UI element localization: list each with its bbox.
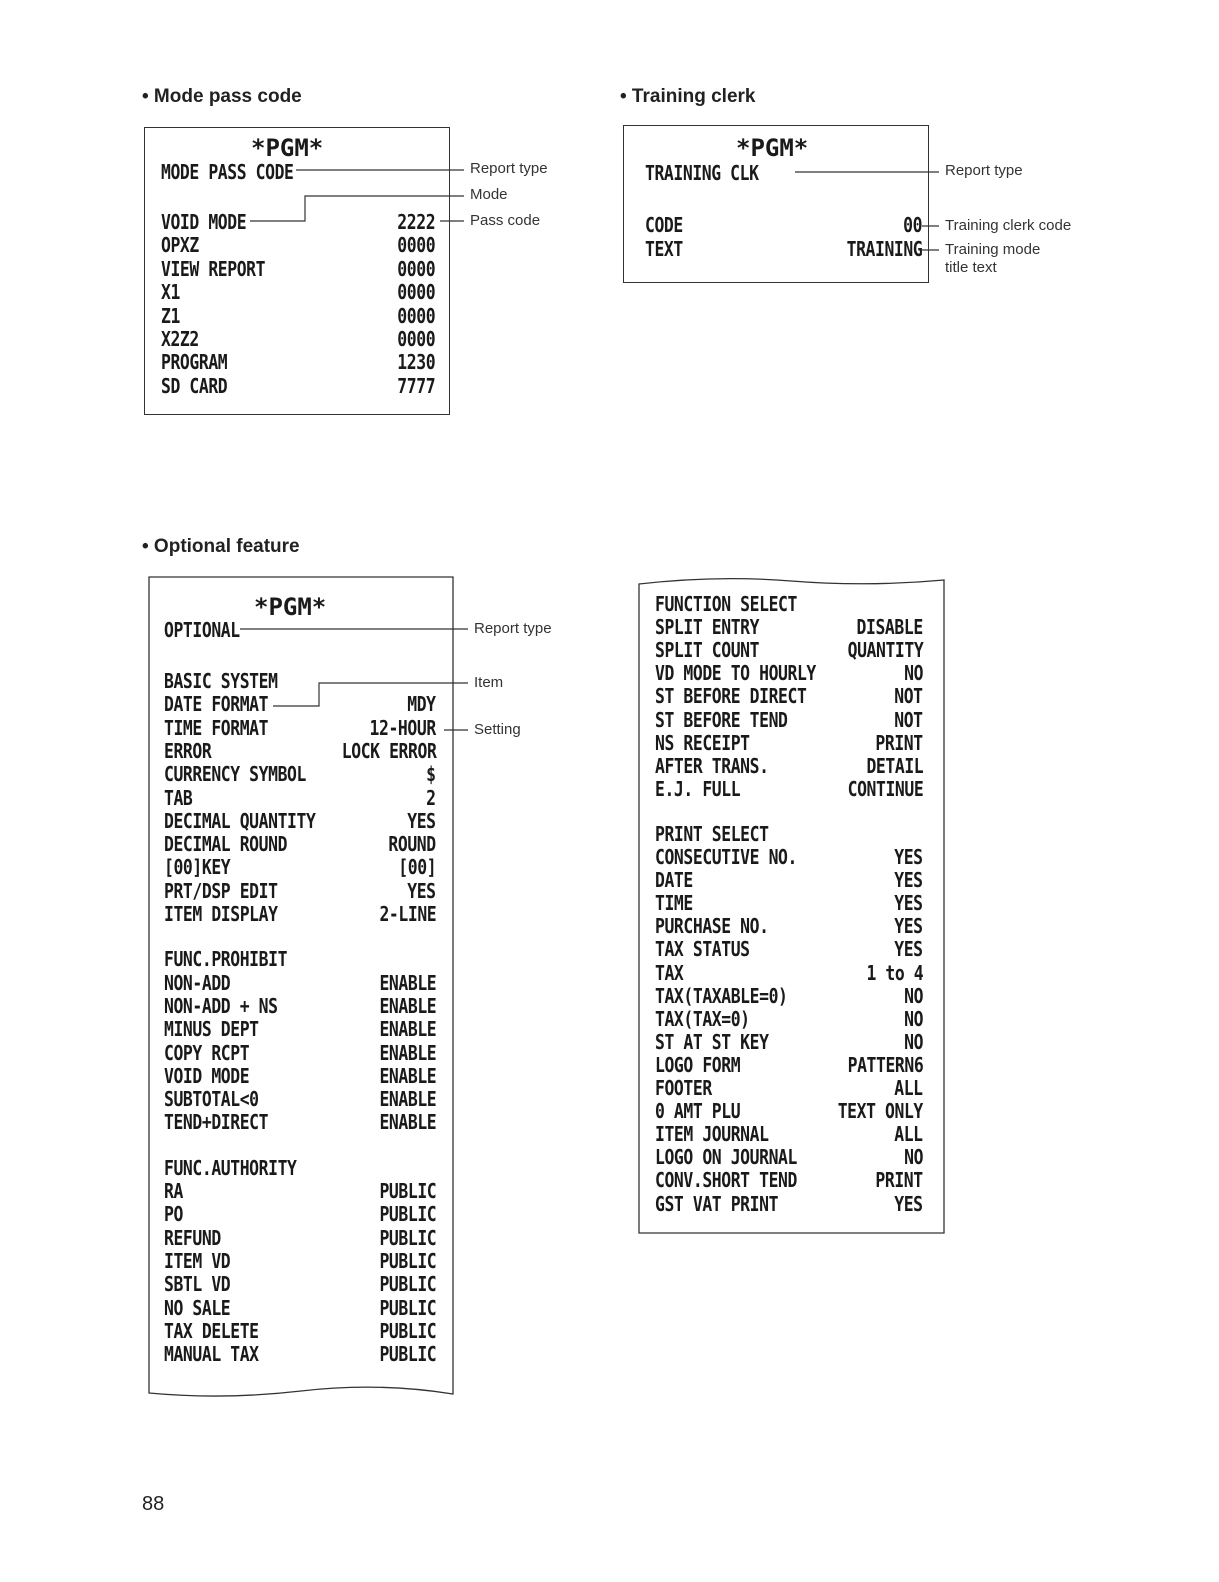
setting-row bbox=[164, 1179, 436, 1202]
row-value: ENABLE bbox=[379, 1063, 436, 1088]
row-label: DATE bbox=[655, 868, 693, 893]
row-label: [00]KEY bbox=[164, 855, 231, 880]
row-value: 7777 bbox=[397, 373, 435, 398]
setting-row bbox=[655, 615, 923, 638]
section-title bbox=[164, 669, 436, 692]
setting-row bbox=[655, 661, 923, 684]
setting-row bbox=[655, 1168, 923, 1191]
row-label: DECIMAL ROUND bbox=[164, 832, 288, 857]
section-title bbox=[655, 822, 923, 845]
row-value: YES bbox=[894, 868, 923, 893]
setting-row bbox=[164, 1296, 436, 1319]
pass-code-row bbox=[161, 327, 435, 350]
callout-report-type: Report type bbox=[474, 620, 552, 637]
row-value: ENABLE bbox=[379, 1087, 436, 1112]
setting-row bbox=[655, 984, 923, 1007]
setting-row bbox=[655, 1007, 923, 1030]
row-label: X1 bbox=[161, 280, 180, 305]
setting-row bbox=[655, 868, 923, 891]
callout-title-text-line2: title text bbox=[945, 259, 997, 276]
setting-row bbox=[164, 692, 436, 715]
setting-row bbox=[164, 716, 436, 739]
pgm-title: *PGM* bbox=[254, 593, 327, 621]
pass-code-row bbox=[161, 350, 435, 373]
row-value: 1 to 4 bbox=[866, 960, 923, 985]
setting-row bbox=[655, 1030, 923, 1053]
pass-code-row bbox=[161, 280, 435, 303]
row-label: ST BEFORE TEND bbox=[655, 707, 788, 732]
row-label: PROGRAM bbox=[161, 350, 228, 375]
callout-pass-code: Pass code bbox=[470, 212, 541, 229]
row-label: OPTIONAL bbox=[164, 618, 240, 642]
row-label: TEXT bbox=[645, 237, 683, 261]
row-label: 0 AMT PLU bbox=[655, 1099, 741, 1124]
row-value: 12-HOUR bbox=[369, 715, 436, 740]
row-value: PUBLIC bbox=[379, 1272, 436, 1297]
setting-row bbox=[655, 731, 923, 754]
row-value: PUBLIC bbox=[379, 1318, 436, 1343]
row-value: NO bbox=[904, 1006, 923, 1031]
setting-row bbox=[655, 937, 923, 960]
row-label: REFUND bbox=[164, 1225, 221, 1250]
pass-code-row bbox=[161, 233, 435, 256]
row-value: 0000 bbox=[397, 280, 435, 305]
row-value: ROUND bbox=[388, 832, 436, 857]
row-label: CONSECUTIVE NO. bbox=[655, 845, 797, 869]
setting-row bbox=[164, 1226, 436, 1249]
row-value: YES bbox=[894, 845, 923, 869]
row-label: DECIMAL QUANTITY bbox=[164, 808, 316, 833]
row-value: ALL bbox=[894, 1076, 923, 1100]
row-label: TEND+DIRECT bbox=[164, 1110, 269, 1135]
mode-pass-receipt bbox=[144, 127, 450, 415]
pass-code-row bbox=[161, 210, 435, 233]
row-label: ITEM JOURNAL bbox=[655, 1122, 769, 1147]
page-number: 88 bbox=[142, 1493, 165, 1515]
row-value: DETAIL bbox=[866, 753, 923, 778]
row-value: ENABLE bbox=[379, 1017, 436, 1042]
row-value: ENABLE bbox=[379, 993, 436, 1018]
pass-code-row bbox=[161, 304, 435, 327]
setting-row bbox=[655, 684, 923, 707]
row-value: 00 bbox=[903, 213, 922, 237]
row-value: 2 bbox=[426, 785, 436, 810]
setting-row bbox=[164, 1272, 436, 1295]
setting-row bbox=[164, 1202, 436, 1225]
row-value: QUANTITY bbox=[847, 638, 923, 663]
row-value: PUBLIC bbox=[379, 1225, 436, 1250]
row-label: OPXZ bbox=[161, 233, 199, 258]
setting-row bbox=[164, 1319, 436, 1342]
row-label: TRAINING CLK bbox=[645, 161, 759, 185]
row-label: PRINT SELECT bbox=[655, 821, 769, 846]
row-value: YES bbox=[894, 891, 923, 916]
optional-receipt bbox=[148, 576, 454, 1400]
row-value: ENABLE bbox=[379, 1040, 436, 1065]
row-label: ITEM VD bbox=[164, 1248, 231, 1273]
row-label: NON-ADD bbox=[164, 970, 231, 995]
row-label: MODE PASS CODE bbox=[161, 160, 294, 184]
row-label: BASIC SYSTEM bbox=[164, 669, 278, 693]
row-value: PRINT bbox=[875, 730, 923, 755]
row-label: PO bbox=[164, 1202, 183, 1227]
pass-code-row bbox=[161, 374, 435, 397]
setting-row bbox=[655, 1076, 923, 1099]
pass-code-row bbox=[161, 257, 435, 280]
row-label: VOID MODE bbox=[164, 1063, 250, 1088]
row-value: 0000 bbox=[397, 233, 435, 258]
row-label: SD CARD bbox=[161, 373, 228, 398]
row-value: PUBLIC bbox=[379, 1342, 436, 1367]
row-value: PUBLIC bbox=[379, 1248, 436, 1273]
row-label: X2Z2 bbox=[161, 327, 199, 351]
setting-row bbox=[164, 786, 436, 809]
row-label: CURRENCY SYMBOL bbox=[164, 762, 306, 787]
report-type-line bbox=[164, 618, 436, 641]
callout-title-text bbox=[945, 241, 1040, 277]
row-label: PRT/DSP EDIT bbox=[164, 878, 278, 903]
section-title bbox=[655, 592, 923, 615]
setting-row bbox=[655, 914, 923, 937]
setting-row bbox=[164, 1249, 436, 1272]
setting-row bbox=[164, 1017, 436, 1040]
pgm-title: *PGM* bbox=[736, 134, 809, 162]
row-label: VIEW REPORT bbox=[161, 256, 266, 281]
row-label: TIME FORMAT bbox=[164, 715, 269, 740]
row-value: ENABLE bbox=[379, 970, 436, 995]
setting-row bbox=[655, 845, 923, 868]
row-label: Z1 bbox=[161, 303, 180, 328]
setting-row bbox=[164, 1041, 436, 1064]
setting-row bbox=[164, 994, 436, 1017]
callout-clerk-code: Training clerk code bbox=[945, 217, 1072, 234]
callout-setting: Setting bbox=[474, 721, 521, 738]
row-label: ST BEFORE DIRECT bbox=[655, 684, 807, 709]
training-heading: • Training clerk bbox=[620, 86, 756, 107]
row-label: RA bbox=[164, 1179, 183, 1203]
row-label: FUNC.PROHIBIT bbox=[164, 947, 288, 972]
row-value: YES bbox=[894, 914, 923, 939]
row-value: NOT bbox=[894, 707, 923, 732]
row-label: TAX(TAX=0) bbox=[655, 1006, 750, 1031]
row-value: PUBLIC bbox=[379, 1179, 436, 1203]
setting-row bbox=[655, 638, 923, 661]
row-label: GST VAT PRINT bbox=[655, 1191, 779, 1216]
pgm-title: *PGM* bbox=[251, 134, 324, 162]
row-value: YES bbox=[894, 1191, 923, 1216]
setting-row bbox=[655, 961, 923, 984]
setting-row bbox=[164, 902, 436, 925]
row-label: COPY RCPT bbox=[164, 1040, 250, 1065]
row-value: 2-LINE bbox=[379, 902, 436, 926]
training-row bbox=[645, 237, 922, 260]
row-value: $ bbox=[426, 762, 436, 787]
row-value: 2222 bbox=[397, 210, 435, 234]
row-label: FUNC.AUTHORITY bbox=[164, 1155, 297, 1180]
row-label: SBTL VD bbox=[164, 1272, 231, 1297]
row-label: MANUAL TAX bbox=[164, 1342, 259, 1367]
callout-item: Item bbox=[474, 674, 504, 691]
row-value: 0000 bbox=[397, 256, 435, 281]
row-label: ITEM DISPLAY bbox=[164, 902, 278, 926]
row-label: SUBTOTAL<0 bbox=[164, 1087, 259, 1112]
callout-report-type: Report type bbox=[945, 162, 1023, 179]
row-value: YES bbox=[407, 878, 436, 903]
row-label: PURCHASE NO. bbox=[655, 914, 769, 939]
training-receipt bbox=[623, 125, 929, 283]
row-label: AFTER TRANS. bbox=[655, 753, 769, 778]
setting-row bbox=[164, 1342, 436, 1365]
row-value: ENABLE bbox=[379, 1110, 436, 1135]
row-value: NO bbox=[904, 1029, 923, 1054]
callout-report-type: Report type bbox=[470, 160, 548, 177]
row-value: [00] bbox=[398, 855, 436, 880]
setting-row bbox=[655, 1099, 923, 1122]
setting-row bbox=[164, 879, 436, 902]
section-title bbox=[164, 947, 436, 970]
row-value: DISABLE bbox=[856, 615, 923, 640]
setting-row bbox=[164, 739, 436, 762]
row-value: TRAINING bbox=[846, 237, 922, 261]
callout-title-text-line1: Training mode bbox=[945, 241, 1041, 258]
row-label: TAX bbox=[655, 960, 684, 985]
row-value: MDY bbox=[407, 692, 436, 717]
setting-row bbox=[655, 754, 923, 777]
setting-row bbox=[655, 891, 923, 914]
row-value: NO bbox=[904, 661, 923, 686]
setting-row bbox=[655, 1053, 923, 1076]
row-label: MINUS DEPT bbox=[164, 1017, 259, 1042]
setting-row bbox=[164, 971, 436, 994]
row-label: VD MODE TO HOURLY bbox=[655, 661, 816, 686]
callout-mode: Mode bbox=[470, 186, 508, 203]
optional-heading: • Optional feature bbox=[142, 536, 300, 557]
continued-receipt bbox=[638, 577, 945, 1234]
row-value: PATTERN6 bbox=[847, 1052, 923, 1077]
row-value: PUBLIC bbox=[379, 1202, 436, 1227]
setting-row bbox=[655, 777, 923, 800]
row-value: TEXT ONLY bbox=[837, 1099, 923, 1124]
setting-row bbox=[164, 1064, 436, 1087]
row-value: ALL bbox=[894, 1122, 923, 1147]
section-title bbox=[164, 1156, 436, 1179]
row-label: NS RECEIPT bbox=[655, 730, 750, 755]
row-label: TAX DELETE bbox=[164, 1318, 259, 1343]
row-value: NO bbox=[904, 983, 923, 1008]
row-label: TAX STATUS bbox=[655, 937, 750, 962]
row-value: YES bbox=[894, 937, 923, 962]
setting-row bbox=[164, 832, 436, 855]
report-type-line bbox=[645, 161, 922, 184]
row-value: 0000 bbox=[397, 327, 435, 351]
row-label: SPLIT ENTRY bbox=[655, 615, 760, 640]
row-label: TAX(TAXABLE=0) bbox=[655, 983, 788, 1008]
row-label: NO SALE bbox=[164, 1295, 231, 1320]
setting-row bbox=[164, 1087, 436, 1110]
mode-pass-heading: • Mode pass code bbox=[142, 86, 302, 107]
row-label: NON-ADD + NS bbox=[164, 993, 278, 1018]
row-label: ST AT ST KEY bbox=[655, 1029, 769, 1054]
row-value: 1230 bbox=[397, 350, 435, 375]
row-label: FOOTER bbox=[655, 1076, 712, 1100]
setting-row bbox=[164, 762, 436, 785]
row-label: SPLIT COUNT bbox=[655, 638, 760, 663]
row-label: CODE bbox=[645, 213, 683, 237]
row-label: E.J. FULL bbox=[655, 776, 741, 801]
row-value: PUBLIC bbox=[379, 1295, 436, 1320]
row-label: VOID MODE bbox=[161, 210, 247, 234]
setting-row bbox=[655, 708, 923, 731]
row-label: TAB bbox=[164, 785, 193, 810]
setting-row bbox=[655, 1122, 923, 1145]
training-row bbox=[645, 213, 922, 236]
row-value: YES bbox=[407, 808, 436, 833]
row-label: TIME bbox=[655, 891, 693, 916]
row-value: CONTINUE bbox=[847, 776, 923, 801]
row-label: CONV.SHORT TEND bbox=[655, 1168, 797, 1193]
row-value: PRINT bbox=[875, 1168, 923, 1193]
row-value: 0000 bbox=[397, 303, 435, 328]
row-label: FUNCTION SELECT bbox=[655, 592, 797, 616]
row-label: LOGO ON JOURNAL bbox=[655, 1145, 797, 1170]
row-value: NOT bbox=[894, 684, 923, 709]
setting-row bbox=[164, 855, 436, 878]
row-label: LOGO FORM bbox=[655, 1052, 741, 1077]
row-value: NO bbox=[904, 1145, 923, 1170]
setting-row bbox=[164, 1110, 436, 1133]
row-label: DATE FORMAT bbox=[164, 692, 269, 717]
row-label: ERROR bbox=[164, 738, 212, 763]
row-value: LOCK ERROR bbox=[341, 738, 436, 763]
setting-row bbox=[655, 1145, 923, 1168]
setting-row bbox=[164, 809, 436, 832]
setting-row bbox=[655, 1192, 923, 1215]
report-type-line bbox=[161, 160, 435, 183]
